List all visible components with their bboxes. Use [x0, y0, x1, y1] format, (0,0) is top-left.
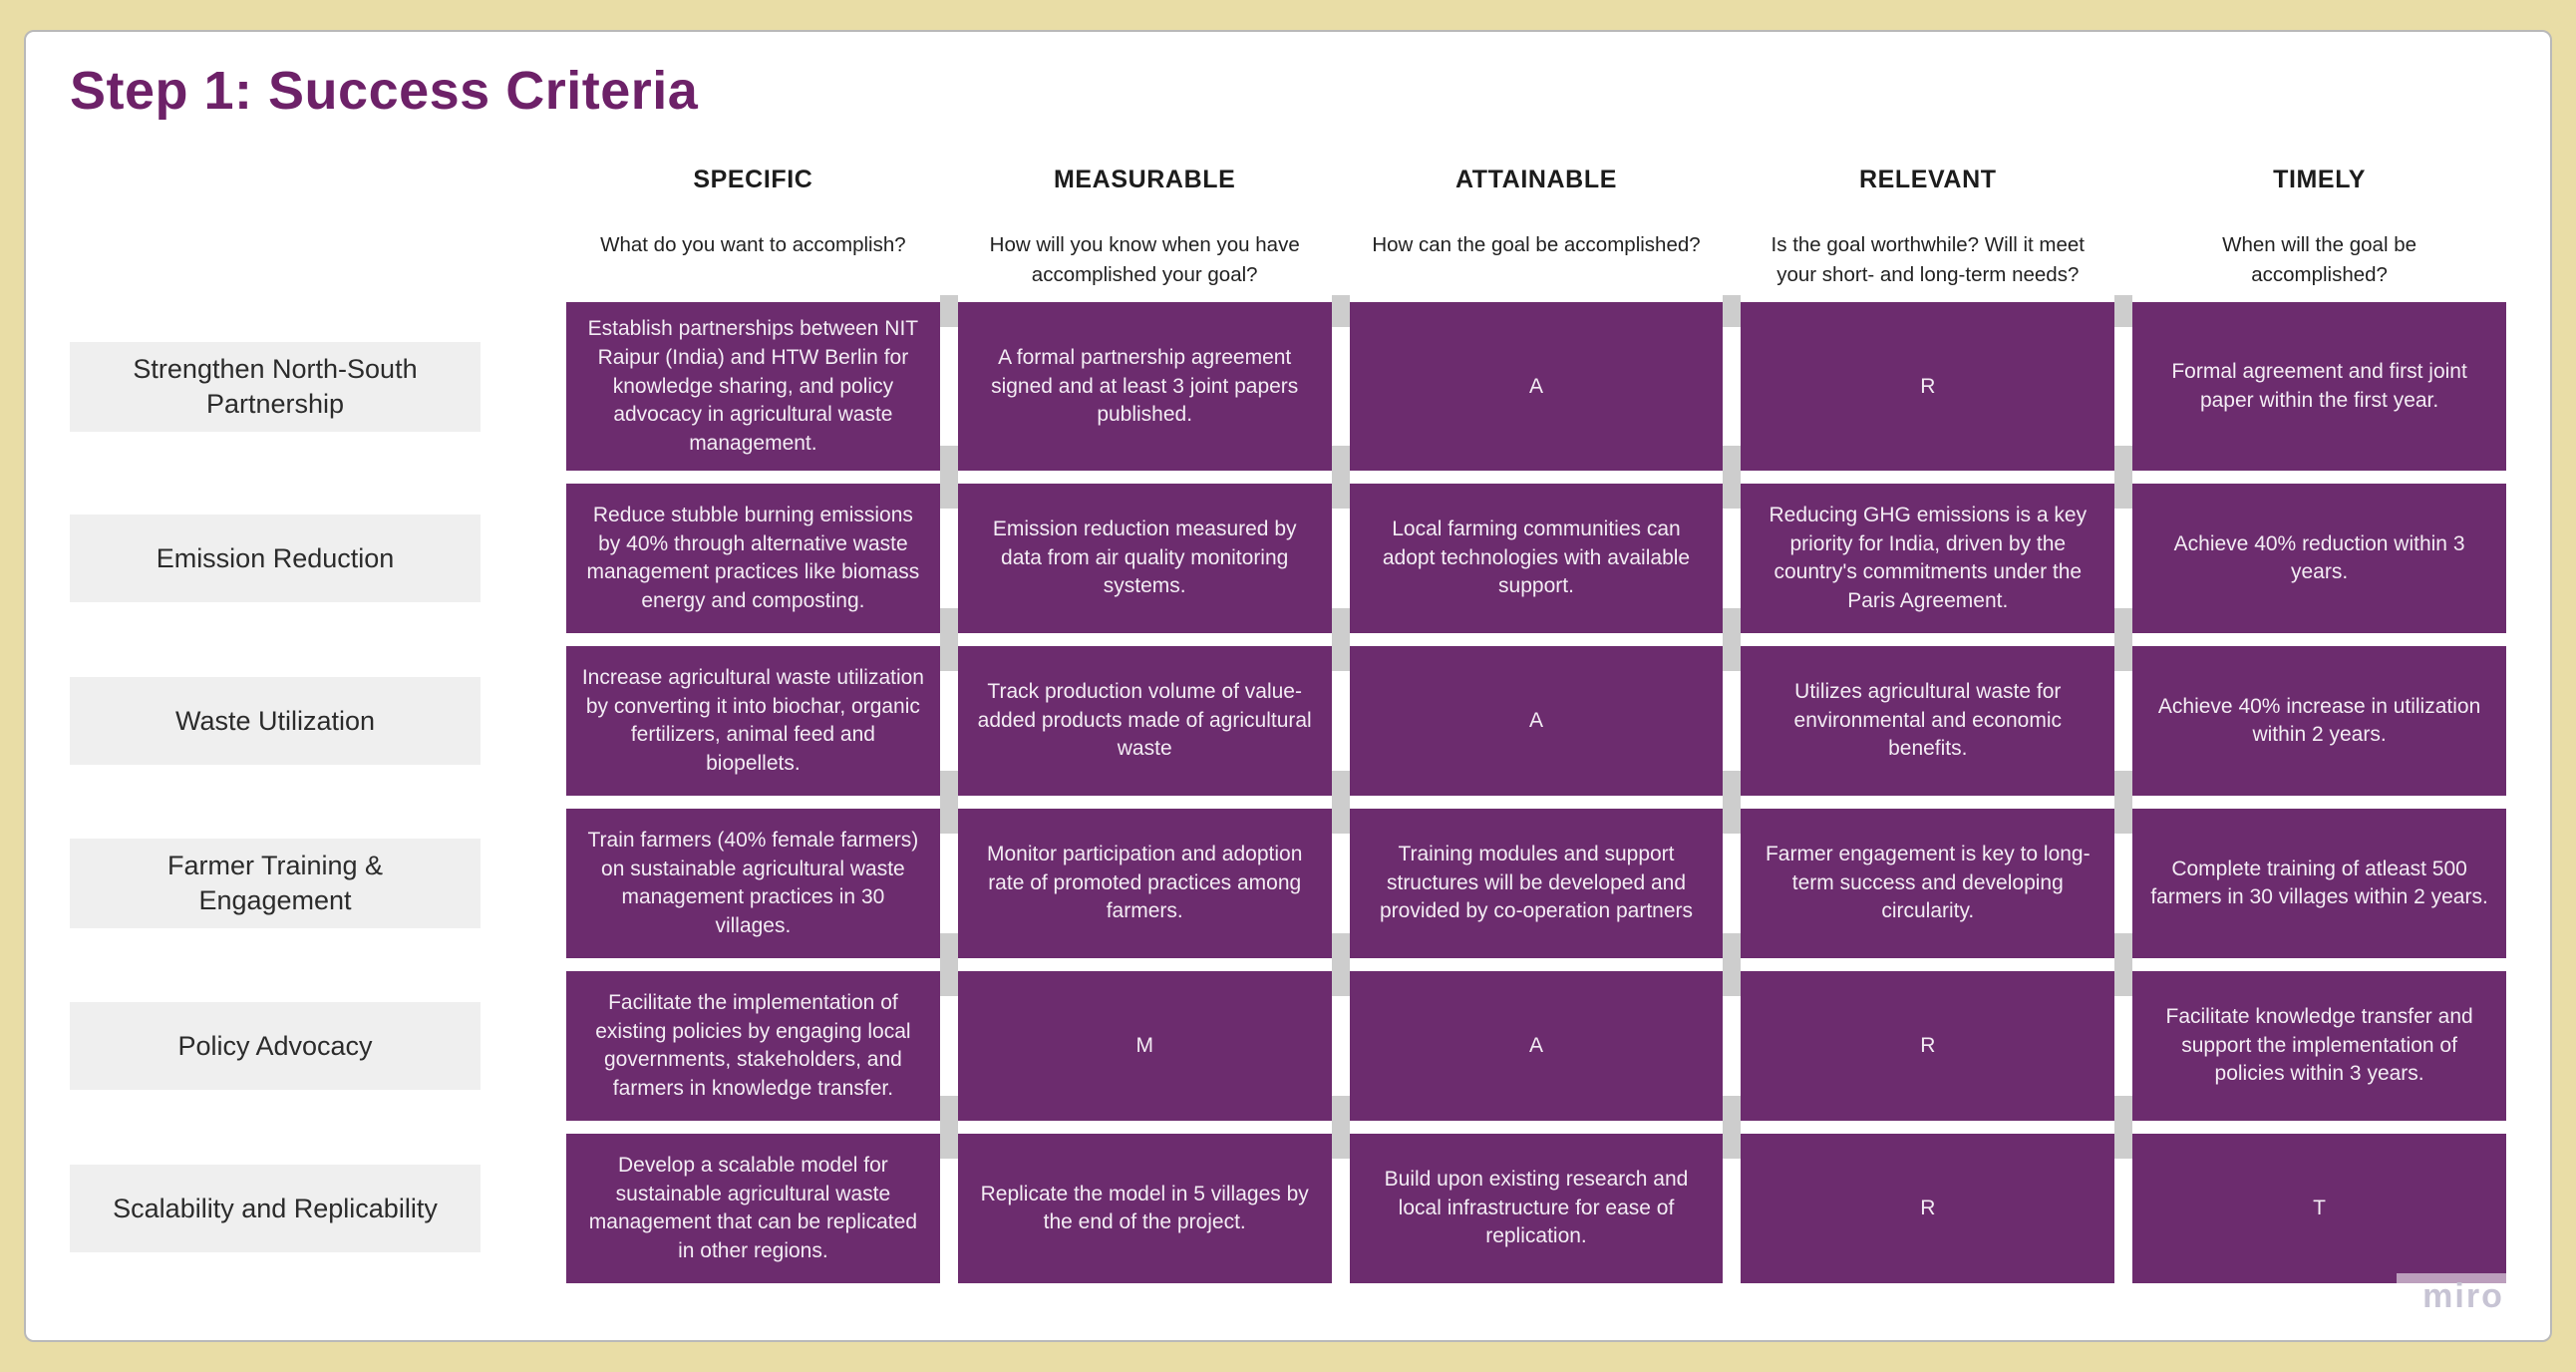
sticky-note-attainable[interactable]: Local farming communities can adopt technologies with available support. — [1350, 484, 1724, 633]
sticky-note-relevant[interactable]: R — [1741, 302, 2114, 471]
sticky-note-relevant[interactable]: Farmer engagement is key to long-term success and developing circularity. — [1741, 809, 2114, 958]
sticky-note-timely[interactable]: T — [2132, 1134, 2506, 1283]
sticky-note-timely[interactable]: Achieve 40% reduction within 3 years. — [2132, 484, 2506, 633]
sticky-note-relevant[interactable]: R — [1741, 971, 2114, 1121]
column-question: When will the goal be accomplished? — [2222, 233, 2417, 286]
sticky-note-timely[interactable]: Complete training of atleast 500 farmers in 30 villages within 2 years. — [2132, 809, 2506, 958]
sticky-note-relevant[interactable]: Utilizes agricultural waste for environmental and economic benefits. — [1741, 646, 2114, 796]
sticky-note-attainable[interactable]: Build upon existing research and local infrastructure for ease of replication. — [1350, 1134, 1724, 1283]
sticky-note-attainable[interactable]: Training modules and support structures will be developed and provided by co-operation partners — [1350, 809, 1724, 958]
sticky-note-measurable[interactable]: A formal partnership agreement signed and at least 3 joint papers published. — [958, 302, 1332, 471]
column-title: RELEVANT — [1858, 166, 1997, 193]
column-header-relevant — [1741, 152, 2114, 289]
row-header-cell — [70, 971, 548, 1121]
sticky-note-specific[interactable]: Reduce stubble burning emissions by 40% through alternative waste management practices like biomass energy and composting. — [566, 484, 940, 633]
page-title: Step 1: Success Criteria — [70, 61, 699, 121]
row-label-waste-utilization[interactable]: Waste Utilization — [70, 677, 481, 765]
column-question: How can the goal be accomplished? — [1372, 233, 1701, 256]
sticky-note-measurable[interactable]: Replicate the model in 5 villages by the end of the project. — [958, 1134, 1332, 1283]
sticky-note-relevant[interactable]: R — [1741, 1134, 2114, 1283]
column-title: TIMELY — [2273, 166, 2367, 193]
sticky-note-specific[interactable]: Develop a scalable model for sustainable agricultural waste management that can be replicated in other regions. — [566, 1134, 940, 1283]
sticky-note-measurable[interactable]: Track production volume of value-added products made of agricultural waste — [958, 646, 1332, 796]
sticky-note-timely[interactable]: Achieve 40% increase in utilization within 2 years. — [2132, 646, 2506, 796]
row-header-cell — [70, 1134, 548, 1283]
row-label-strengthen-partnership[interactable]: Strengthen North-South Partnership — [70, 342, 481, 432]
column-question: Is the goal worthwhile? Will it meet your short- and long-term needs? — [1771, 233, 2086, 286]
row-label-emission-reduction[interactable]: Emission Reduction — [70, 514, 481, 602]
sticky-note-attainable[interactable]: A — [1350, 302, 1724, 471]
column-question: How will you know when you have accomplished your goal? — [989, 233, 1300, 286]
sticky-note-timely[interactable]: Formal agreement and first joint paper within the first year. — [2132, 302, 2506, 471]
header-spacer — [70, 152, 548, 289]
column-title: SPECIFIC — [693, 166, 813, 193]
miro-watermark[interactable]: miro — [2397, 1273, 2530, 1320]
sticky-note-timely[interactable]: Facilitate knowledge transfer and support the implementation of policies within 3 years. — [2132, 971, 2506, 1121]
smart-criteria-table — [70, 152, 2506, 1283]
row-header-cell — [70, 302, 548, 471]
row-label-scalability[interactable]: Scalability and Replicability — [70, 1165, 481, 1252]
row-label-policy-advocacy[interactable]: Policy Advocacy — [70, 1002, 481, 1090]
sticky-note-specific[interactable]: Facilitate the implementation of existing policies by engaging local governments, stakeholders, and farmers in knowledge transfer. — [566, 971, 940, 1121]
sticky-note-specific[interactable]: Increase agricultural waste utilization by converting it into biochar, organic fertilizers, animal feed and biopellets. — [566, 646, 940, 796]
sticky-note-measurable[interactable]: M — [958, 971, 1332, 1121]
column-header-attainable — [1350, 152, 1724, 289]
board-frame — [24, 30, 2552, 1342]
row-header-cell — [70, 484, 548, 633]
column-title: ATTAINABLE — [1454, 166, 1617, 193]
sticky-note-measurable[interactable]: Emission reduction measured by data from air quality monitoring systems. — [958, 484, 1332, 633]
sticky-note-specific[interactable]: Establish partnerships between NIT Raipur (India) and HTW Berlin for knowledge sharing, and policy advocacy in agricultural waste management. — [566, 302, 940, 471]
column-header-measurable — [958, 152, 1332, 289]
sticky-note-specific[interactable]: Train farmers (40% female farmers) on sustainable agricultural waste management practices in 30 villages. — [566, 809, 940, 958]
column-question: What do you want to accomplish? — [600, 233, 906, 256]
column-title: MEASURABLE — [1053, 166, 1236, 193]
row-label-farmer-training[interactable]: Farmer Training & Engagement — [70, 839, 481, 928]
sticky-note-relevant[interactable]: Reducing GHG emissions is a key priority for India, driven by the country's commitments under the Paris Agreement. — [1741, 484, 2114, 633]
column-header-specific — [566, 152, 940, 289]
row-header-cell — [70, 646, 548, 796]
sticky-note-measurable[interactable]: Monitor participation and adoption rate of promoted practices among farmers. — [958, 809, 1332, 958]
sticky-note-attainable[interactable]: A — [1350, 646, 1724, 796]
sticky-note-attainable[interactable]: A — [1350, 971, 1724, 1121]
row-header-cell — [70, 809, 548, 958]
column-header-timely — [2132, 152, 2506, 289]
